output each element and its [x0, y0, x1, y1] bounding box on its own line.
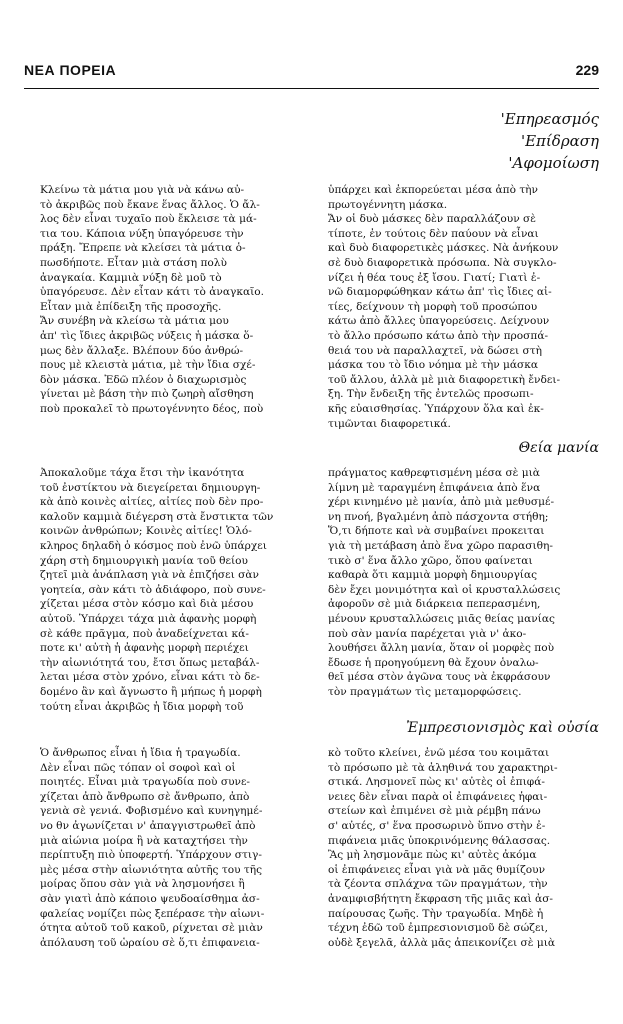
headline-effect: 'Επίδραση — [520, 132, 599, 150]
section-1-left-column: Κλείνω τὰ μάτια μου γιὰ νὰ κάνω αὐ- τὸ ἀκριβῶς ποὺ ἔκανε ἕνας ἄλλος. Ὁ ἄλ- λος δὲν εἶναι τυχαῖο ποὺ ἔκλεισε τὰ μά- τια του. Κάποια νύξη ὑπαγόρευσε τὴν πράξη. Ἔπρεπε νὰ κλείσει τὰ μάτια ὁ- πωσδήποτε. Εἶταν μιὰ στάση πολὺ ἀναγκαία. Καμμιὰ νύξη δὲ μοῦ τὸ ὑπαγόρευσε. Δὲν εἶταν κάτι τὸ ἀναγκαῖο. Εἶταν μιὰ ἐπίδειξη τῆς προσοχῆς. Ἄν συνέβη νὰ κλείσω τὰ μάτια μου ἀπ' τὶς ἴδιες ἀκριβῶς νύξεις ἡ μάσκα ὅ- μως δὲν ἄλλαξε. Βλέπουν δύο ἀνθρώ- πους μὲ κλειστὰ μάτια, μὲ τὴν ἴδια σχέ- δὸν μάσκα. Ἐδῶ πλέον ὁ διαχωρισμὸς γίνεται μὲ βάση τὴν πιὸ ζωηρὴ αἴσθηση ποὺ προκαλεῖ τὸ πρωτογέννητο δέος, ποὺ — [40, 184, 264, 415]
section-3-heading: Ἐμπρεσιονισμὸς καὶ οὐσία — [406, 720, 599, 736]
section-2-right-column: πράγματος καθρεφτισμένη μέσα σὲ μιὰ λίμνη μὲ ταραγμένη ἐπιφάνεια ἀπὸ ἕνα χέρι κινημένο μὲ μανία, ἀπὸ μιὰ μεθυσμέ- νη πνοή, βγαλμένη ἀπὸ πάσχοντα στήθη; Ὅ,τι δήποτε καὶ νὰ συμβαίνει προκειται γιὰ τὴ μετάβαση ἀπὸ ἕνα χῶρο παρασιθη- τικὸ σ' ἕνα ἄλλο χῶρο, ὅπου φαίνεται καθαρὰ ὅτι καμμιὰ μορφὴ δημιουργίας δὲν ἔχει μονιμότητα καὶ οἱ κρυσταλλώσεις ἀφοροῦν σὲ μιὰ διάρκεια πεπερασμένη, μένουν κρυσταλλώσεις μιᾶς θείας μανίας ποὺ σὰν μανία παρέχεται γιὰ ν' ἀκο- λουθήσει ἄλλη μανία, ὅταν οἱ μορφὲς ποὺ ἔδωσε ἡ προηγούμενη θὰ ἔχουν ὁναλω- θεῖ μέσα στὸν ἀγῶνα τους νὰ ἐκφράσουν τὸν πραγμάτων τὶς μεταμορφώσεις. — [328, 467, 561, 698]
header-rule — [24, 88, 599, 89]
article-headlines — [501, 108, 599, 174]
running-header — [24, 62, 599, 84]
headline-influence: 'Επηρεασμός — [500, 110, 599, 128]
section-2-heading: Θεία μανία — [518, 440, 599, 456]
page-number: 229 — [575, 62, 599, 78]
headline-assimilation: 'Αφομοίωση — [508, 154, 599, 172]
section-1-right-column: ὑπάρχει καὶ ἐκπορεύεται μέσα ἀπὸ τὴν πρωτογέννητη μάσκα. Ἄν οἱ δυὸ μάσκες δὲν παραλλάζουν σὲ τίποτε, ἐν τούτοις δὲν παύουν νὰ εἶναι καὶ δυὸ διαφορετικὲς μάσκες. Νὰ ἀνήκουν σὲ δυὸ διαφορετικὰ πρόσωπα. Νὰ συγκλο- νίζει ἡ θέα τους ἐξ ἴσου. Γιατί; Γιατὶ ἐ- νῶ διαμορφώθηκαν κάτω ἀπ' τὶς ἴδιες αἰ- τίες, δείχνουν τὴ μορφὴ τοῦ προσώπου κάτω ἀπὸ ἄλλες ὑπαγορεύσεις. Δείχνουν τὸ ἄλλο πρόσωπο κάτω ἀπὸ τὴν προσπά- θειά του νὰ παραλλαχτεῖ, νὰ δώσει στὴ μάσκα του τὸ ἴδιο νόημα μὲ τὴν μάσκα τοῦ ἄλλου, ἀλλὰ μὲ μιὰ διαφορετικὴ ἔνδει- ξη. Τὴν ἔνδειξη τῆς ἐντελῶς προσωπι- κῆς εὐαισθησίας. Ὑπάρχουν ὅλα καὶ ἐκ- τιμῶνται διαφορετικά. — [328, 184, 561, 430]
section-3-left-column: Ὁ ἄνθρωπος εἶναι ἡ ἴδια ἡ τραγωδία. Δὲν εἶναι πῶς τόπαν οἱ σοφοὶ καὶ οἱ ποιητές. Εἶναι μιὰ τραγωδία ποὺ συνε- χίζεται ἀπὸ ἄνθρωπο σὲ ἄνθρωπο, ἀπὸ γενιὰ σὲ γενιά. Φοβισμένο καὶ κυνηγημέ- νο θν ἀγωνίζεται ν' ἀπαγγιστρωθεῖ ἀπὸ μιὰ αἰώνια μοίρα ἢ νὰ καταχτήσει τὴν περίπτυξη πιὸ ὑποφερτή. Ὑπάρχουν στιγ- μὲς μέσα στὴν αἰωνιότητα αὐτῆς του τῆς μοίρας ὅπου σὰν γιὰ νὰ λησμονήσει ἢ σὰν γιατὶ ἀπὸ κάποιο ψευδοαίσθημα ἀσ- φαλείας νομίζει πὼς ξεπέρασε τὴν αἰωνι- ότητα αὐτοῦ τοῦ κακοῦ, ρίχνεται σὲ μιὰν ἀπόλαυση τοῦ ὡραίου σὲ ὅ,τι ἐπιφανεια- — [40, 747, 265, 949]
section-3-right-column: κὸ τοῦτο κλείνει, ἐνῶ μέσα του κοιμᾶται τὸ πρόσωπο μὲ τὰ ἀληθινά του χαρακτηρι- στικά. Λησμονεῖ πὼς κι' αὐτὲς οἱ ἐπιφά- νειες δὲν εἶναι παρὰ οἱ ἐπιφάνειες ἡφαι- στείων καὶ ἐπιμένει σὲ μιὰ ρέμβη πάνω σ' αὐτές, σ' ἕνα προσωρινὸ ὕπνο στὴν ἐ- πιφάνεια μιᾶς ὑποκρινόμενης θάλασσας. Ἂς μὴ λησμονᾶμε πὼς κι' αὐτὲς ἀκόμα οἱ ἐπιφάνειες εἶναι γιὰ νὰ μᾶς θυμίζουν τὰ ζέοντα σπλάχνα τῶν πραγμάτων, τὴν ἀναμφισβήτητη ἔκφραση τῆς μιᾶς καὶ ἀσ- παίρουσας ζωῆς. Τὴν τραγωδία. Μηδὲ ἡ τέχνη ἐδῶ τοῦ ἐμπρεσιονισμοῦ δὲ σώζει, οὐδὲ ξεγελᾶ, ἀλλὰ μᾶς ἀπεικονίζει σὲ μιὰ — [328, 747, 558, 949]
section-2-left-column: Ἀποκαλοῦμε τάχα ἔτσι τὴν ἱκανότητα τοῦ ἐνστίκτου νὰ διεγείρεται δημιουργη- κὰ ἀπὸ κοινὲς αἰτίες, αἰτίες ποὺ δὲν προ- καλοῦν καμμιὰ διέγερση στὰ ἔνστικτα τῶν κοινῶν ἀνθρώπων; Κοινὲς αἰτίες! Ὁλό- κληρος δηλαδὴ ὁ κόσμος ποὺ ἐνῶ ὑπάρχει χάρη στὴ δημιουργικὴ μανία τοῦ θείου ζητεῖ μιὰ ἀνάπλαση γιὰ νὰ ἐπιζήσει σὰν γοητεία, σὰν κάτι τὸ ἀδιάφορο, ποὺ συνε- χίζεται μέσα στὸν κόσμο καὶ διὰ μέσου αὐτοῦ. Ὑπάρχει τάχα μιὰ ἀφανὴς μορφὴ σὲ κάθε πρᾶγμα, ποὺ ἀναδείχνεται κά- ποτε κι' αὐτὴ ἡ ἀφανὴς μορφὴ περιέχει τὴν αἰωνιότητά του, ἔτσι ὅπως μεταβάλ- λεται μέσα στὸν χρόνο, εἶναι κάτι τὸ δε- δομένο ἂν καὶ ἄγνωστο ἢ μήπως ἡ μορφὴ τούτη εἶναι ἀκριβῶς ἡ ἴδια μορφὴ τοῦ — [40, 467, 274, 713]
journal-title: ΝΕΑ ΠΟΡΕΙΑ — [24, 62, 117, 78]
